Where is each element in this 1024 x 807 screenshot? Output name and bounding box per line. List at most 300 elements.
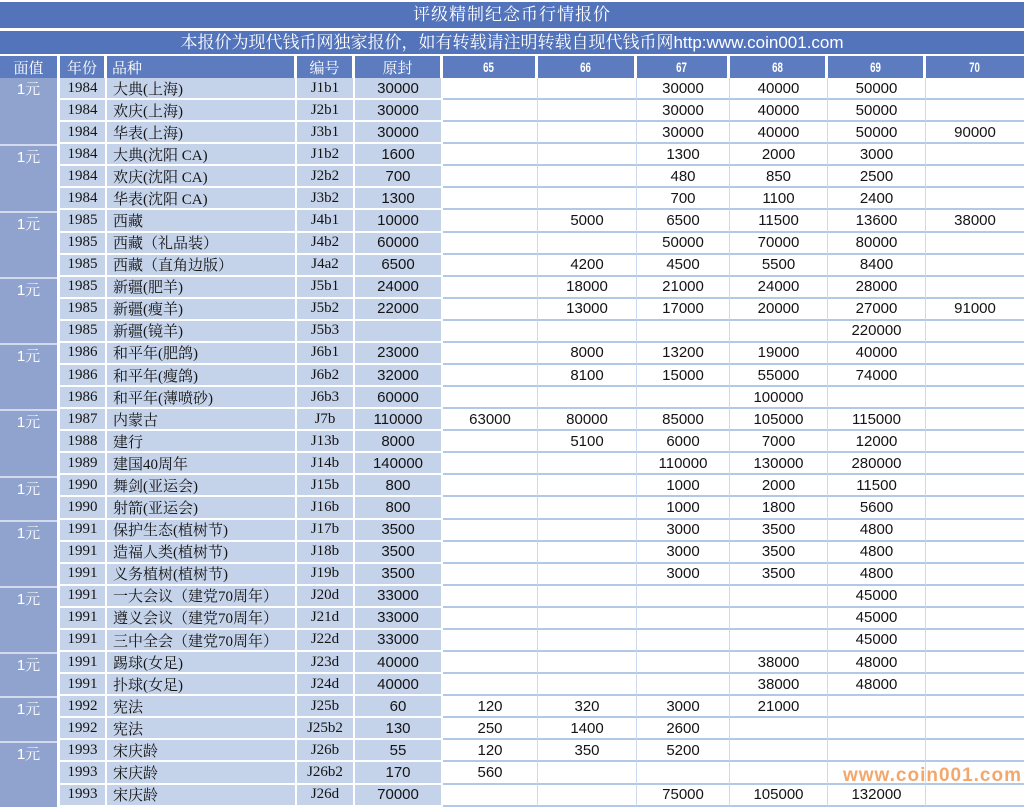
table-row [60, 277, 1024, 299]
cell-code: J16b [297, 497, 355, 519]
cell-grade-65 [443, 188, 538, 210]
cell-grade-70 [926, 652, 1024, 674]
cell-grade-65 [443, 343, 538, 365]
cell-year: 1985 [60, 321, 107, 343]
cell-name: 新疆(瘦羊) [107, 299, 297, 321]
cell-grade-70 [926, 409, 1024, 431]
cell-code: J4b1 [297, 210, 355, 232]
cell-grade-70 [926, 718, 1024, 740]
cell-year: 1984 [60, 166, 107, 188]
cell-grade-65 [443, 299, 538, 321]
cell-grade-69: 2500 [828, 166, 926, 188]
face-value-group: 1元 [0, 277, 57, 343]
cell-name: 欢庆(上海) [107, 100, 297, 122]
cell-grade-67: 110000 [637, 453, 730, 475]
cell-grade-65 [443, 387, 538, 409]
cell-grade-66 [538, 166, 637, 188]
cell-sealed: 30000 [355, 122, 443, 144]
cell-year: 1993 [60, 785, 107, 807]
cell-grade-69: 115000 [828, 409, 926, 431]
cell-sealed: 1300 [355, 188, 443, 210]
cell-code: J15b [297, 475, 355, 497]
cell-grade-67: 700 [637, 188, 730, 210]
face-value-group: 1元 [0, 144, 57, 210]
cell-grade-68: 21000 [730, 696, 828, 718]
cell-grade-66 [538, 630, 637, 652]
cell-grade-69 [828, 740, 926, 762]
cell-grade-69: 220000 [828, 321, 926, 343]
cell-grade-70 [926, 431, 1024, 453]
cell-grade-65 [443, 652, 538, 674]
cell-name: 建行 [107, 431, 297, 453]
cell-sealed: 170 [355, 762, 443, 784]
cell-sealed: 22000 [355, 299, 443, 321]
cell-grade-70 [926, 608, 1024, 630]
cell-grade-70 [926, 321, 1024, 343]
cell-grade-69: 50000 [828, 100, 926, 122]
cell-grade-67: 30000 [637, 100, 730, 122]
cell-name: 和平年(薄喷砂) [107, 387, 297, 409]
cell-grade-66 [538, 652, 637, 674]
cell-name: 西藏（礼品装） [107, 233, 297, 255]
cell-grade-65 [443, 674, 538, 696]
cell-sealed: 10000 [355, 210, 443, 232]
cell-grade-70 [926, 497, 1024, 519]
cell-year: 1990 [60, 497, 107, 519]
cell-grade-70 [926, 785, 1024, 807]
cell-grade-67: 30000 [637, 122, 730, 144]
cell-grade-68 [730, 586, 828, 608]
cell-code: J4b2 [297, 233, 355, 255]
cell-grade-66: 5100 [538, 431, 637, 453]
cell-year: 1985 [60, 233, 107, 255]
table-row [60, 166, 1024, 188]
table-row [60, 431, 1024, 453]
cell-year: 1986 [60, 387, 107, 409]
cell-year: 1985 [60, 277, 107, 299]
cell-year: 1992 [60, 718, 107, 740]
cell-sealed: 60 [355, 696, 443, 718]
cell-grade-68: 19000 [730, 343, 828, 365]
cell-grade-69: 45000 [828, 586, 926, 608]
table-row [60, 299, 1024, 321]
cell-name: 舞剑(亚运会) [107, 475, 297, 497]
cell-grade-68: 130000 [730, 453, 828, 475]
cell-grade-68: 2000 [730, 144, 828, 166]
cell-name: 西藏（直角边版） [107, 255, 297, 277]
cell-grade-66 [538, 674, 637, 696]
cell-name: 大典(上海) [107, 78, 297, 100]
cell-grade-67: 1000 [637, 475, 730, 497]
table-row [60, 785, 1024, 807]
cell-grade-69: 280000 [828, 453, 926, 475]
header-69: 69 [828, 56, 926, 78]
cell-grade-66 [538, 475, 637, 497]
table-header-row [0, 56, 1024, 78]
cell-grade-65 [443, 321, 538, 343]
cell-grade-70 [926, 387, 1024, 409]
cell-grade-69 [828, 696, 926, 718]
cell-grade-69: 12000 [828, 431, 926, 453]
cell-grade-65 [443, 520, 538, 542]
cell-sealed: 40000 [355, 652, 443, 674]
cell-grade-70: 38000 [926, 210, 1024, 232]
cell-grade-66: 18000 [538, 277, 637, 299]
cell-grade-66 [538, 586, 637, 608]
face-value-group: 1元 [0, 211, 57, 277]
cell-grade-67 [637, 608, 730, 630]
cell-code: J21d [297, 608, 355, 630]
cell-sealed: 33000 [355, 608, 443, 630]
cell-year: 1984 [60, 100, 107, 122]
cell-grade-68: 70000 [730, 233, 828, 255]
cell-grade-68: 3500 [730, 564, 828, 586]
cell-grade-69: 2400 [828, 188, 926, 210]
cell-code: J5b1 [297, 277, 355, 299]
cell-year: 1991 [60, 520, 107, 542]
cell-grade-67: 480 [637, 166, 730, 188]
cell-name: 三中全会（建党70周年） [107, 630, 297, 652]
cell-name: 宋庆龄 [107, 785, 297, 807]
table-row [60, 210, 1024, 232]
cell-grade-65: 120 [443, 740, 538, 762]
cell-code: J19b [297, 564, 355, 586]
cell-grade-70: 90000 [926, 122, 1024, 144]
table-row [60, 740, 1024, 762]
cell-grade-69: 50000 [828, 78, 926, 100]
cell-year: 1991 [60, 630, 107, 652]
cell-name: 宋庆龄 [107, 740, 297, 762]
cell-code: J6b3 [297, 387, 355, 409]
cell-grade-67 [637, 387, 730, 409]
cell-sealed: 700 [355, 166, 443, 188]
table-row [60, 608, 1024, 630]
cell-grade-65 [443, 497, 538, 519]
cell-grade-66 [538, 520, 637, 542]
cell-code: J5b3 [297, 321, 355, 343]
cell-name: 扑球(女足) [107, 674, 297, 696]
cell-grade-66: 8000 [538, 343, 637, 365]
table-row [60, 497, 1024, 519]
cell-grade-65 [443, 542, 538, 564]
cell-grade-68: 11500 [730, 210, 828, 232]
cell-name: 射箭(亚运会) [107, 497, 297, 519]
cell-grade-69: 48000 [828, 674, 926, 696]
cell-grade-67: 3000 [637, 564, 730, 586]
cell-code: J25b [297, 696, 355, 718]
cell-name: 宋庆龄 [107, 762, 297, 784]
cell-grade-68: 38000 [730, 674, 828, 696]
cell-grade-70 [926, 365, 1024, 387]
cell-grade-68: 40000 [730, 78, 828, 100]
table-row [60, 630, 1024, 652]
cell-grade-68: 20000 [730, 299, 828, 321]
cell-sealed: 110000 [355, 409, 443, 431]
cell-grade-68: 1800 [730, 497, 828, 519]
cell-grade-67: 6000 [637, 431, 730, 453]
cell-year: 1991 [60, 564, 107, 586]
cell-grade-68: 40000 [730, 100, 828, 122]
table-row [60, 100, 1024, 122]
cell-code: J25b2 [297, 718, 355, 740]
cell-grade-65 [443, 431, 538, 453]
face-value-group: 1元 [0, 741, 57, 807]
cell-grade-70: 91000 [926, 299, 1024, 321]
table-body [0, 78, 1024, 807]
cell-grade-66 [538, 785, 637, 807]
watermark: www.coin001.com [842, 765, 1022, 786]
header-code: 编号 [297, 56, 355, 78]
header-68: 68 [730, 56, 828, 78]
cell-grade-67 [637, 652, 730, 674]
cell-sealed: 60000 [355, 233, 443, 255]
cell-grade-70 [926, 100, 1024, 122]
cell-grade-69: 48000 [828, 652, 926, 674]
cell-grade-68 [730, 608, 828, 630]
cell-grade-66 [538, 321, 637, 343]
cell-grade-67: 85000 [637, 409, 730, 431]
cell-grade-70 [926, 343, 1024, 365]
cell-year: 1984 [60, 188, 107, 210]
header-sealed: 原封 [355, 56, 443, 78]
cell-grade-66 [538, 188, 637, 210]
cell-grade-65 [443, 144, 538, 166]
table-row [60, 188, 1024, 210]
cell-sealed: 33000 [355, 630, 443, 652]
cell-year: 1989 [60, 453, 107, 475]
cell-grade-66 [538, 762, 637, 784]
cell-grade-70 [926, 453, 1024, 475]
cell-grade-68 [730, 740, 828, 762]
cell-grade-68: 100000 [730, 387, 828, 409]
cell-sealed: 33000 [355, 586, 443, 608]
table-row [60, 78, 1024, 100]
cell-sealed: 140000 [355, 453, 443, 475]
table-row [60, 718, 1024, 740]
cell-grade-67 [637, 762, 730, 784]
cell-name: 内蒙古 [107, 409, 297, 431]
cell-grade-67: 4500 [637, 255, 730, 277]
cell-name: 新疆(镜羊) [107, 321, 297, 343]
cell-grade-68: 5500 [730, 255, 828, 277]
table-row [60, 542, 1024, 564]
cell-grade-65 [443, 608, 538, 630]
face-value-group: 1元 [0, 652, 57, 696]
cell-grade-69: 4800 [828, 564, 926, 586]
table-row [60, 674, 1024, 696]
cell-grade-70 [926, 166, 1024, 188]
cell-grade-69: 28000 [828, 277, 926, 299]
cell-grade-70 [926, 586, 1024, 608]
cell-grade-67: 1000 [637, 497, 730, 519]
cell-grade-65: 63000 [443, 409, 538, 431]
page-title: 评级精制纪念币行情报价 [0, 2, 1024, 28]
cell-grade-65 [443, 166, 538, 188]
cell-grade-68: 3500 [730, 520, 828, 542]
cell-code: J22d [297, 630, 355, 652]
cell-code: J4a2 [297, 255, 355, 277]
table-row [60, 233, 1024, 255]
cell-code: J23d [297, 652, 355, 674]
cell-grade-65 [443, 630, 538, 652]
cell-grade-66 [538, 122, 637, 144]
cell-grade-69: 13600 [828, 210, 926, 232]
cell-sealed: 40000 [355, 674, 443, 696]
cell-grade-67: 2600 [637, 718, 730, 740]
cell-year: 1984 [60, 122, 107, 144]
cell-name: 保护生态(植树节) [107, 520, 297, 542]
cell-year: 1987 [60, 409, 107, 431]
cell-sealed: 3500 [355, 564, 443, 586]
cell-grade-67 [637, 586, 730, 608]
cell-grade-66: 350 [538, 740, 637, 762]
cell-grade-70 [926, 188, 1024, 210]
cell-name: 欢庆(沈阳 CA) [107, 166, 297, 188]
cell-grade-68 [730, 630, 828, 652]
table-rows [60, 78, 1024, 807]
cell-grade-66 [538, 78, 637, 100]
cell-code: J26b [297, 740, 355, 762]
cell-code: J14b [297, 453, 355, 475]
cell-grade-67 [637, 674, 730, 696]
cell-grade-66 [538, 542, 637, 564]
cell-grade-69: 74000 [828, 365, 926, 387]
cell-name: 造福人类(植树节) [107, 542, 297, 564]
cell-grade-66 [538, 608, 637, 630]
cell-grade-70 [926, 674, 1024, 696]
cell-code: J3b1 [297, 122, 355, 144]
cell-grade-70 [926, 233, 1024, 255]
cell-code: J20d [297, 586, 355, 608]
cell-grade-70 [926, 696, 1024, 718]
cell-grade-68: 24000 [730, 277, 828, 299]
cell-year: 1985 [60, 210, 107, 232]
cell-grade-66: 5000 [538, 210, 637, 232]
cell-grade-69: 5600 [828, 497, 926, 519]
cell-grade-67: 50000 [637, 233, 730, 255]
cell-grade-67: 1300 [637, 144, 730, 166]
face-value-group: 1元 [16, 81, 41, 98]
cell-code: J1b1 [297, 78, 355, 100]
table-row [60, 409, 1024, 431]
cell-code: J26d [297, 785, 355, 807]
cell-grade-65: 250 [443, 718, 538, 740]
cell-grade-65 [443, 122, 538, 144]
face-value-group: 1元 [0, 343, 57, 409]
cell-code: J26b2 [297, 762, 355, 784]
face-value-group: 1元 [0, 696, 57, 740]
cell-grade-67: 3000 [637, 696, 730, 718]
cell-grade-66: 8100 [538, 365, 637, 387]
table-row [60, 321, 1024, 343]
cell-sealed: 800 [355, 475, 443, 497]
cell-sealed: 1600 [355, 144, 443, 166]
cell-grade-69: 45000 [828, 630, 926, 652]
cell-grade-65 [443, 255, 538, 277]
table-row [60, 520, 1024, 542]
cell-sealed: 60000 [355, 387, 443, 409]
cell-grade-70 [926, 762, 1024, 784]
cell-sealed: 6500 [355, 255, 443, 277]
header-66: 66 [538, 56, 637, 78]
header-65: 65 [443, 56, 538, 78]
cell-grade-68: 40000 [730, 122, 828, 144]
cell-year: 1985 [60, 255, 107, 277]
cell-grade-70 [926, 520, 1024, 542]
cell-code: J7b [297, 409, 355, 431]
cell-grade-66 [538, 233, 637, 255]
cell-grade-70 [926, 277, 1024, 299]
cell-code: J24d [297, 674, 355, 696]
cell-grade-65 [443, 78, 538, 100]
cell-sealed: 55 [355, 740, 443, 762]
cell-grade-65 [443, 785, 538, 807]
cell-grade-66: 4200 [538, 255, 637, 277]
cell-year: 1986 [60, 343, 107, 365]
cell-year: 1993 [60, 740, 107, 762]
cell-grade-66 [538, 100, 637, 122]
cell-grade-66: 13000 [538, 299, 637, 321]
cell-code: J2b2 [297, 166, 355, 188]
cell-code: J17b [297, 520, 355, 542]
cell-grade-69: 3000 [828, 144, 926, 166]
cell-grade-70 [926, 475, 1024, 497]
cell-name: 新疆(肥羊) [107, 277, 297, 299]
cell-grade-67: 3000 [637, 520, 730, 542]
cell-grade-68: 7000 [730, 431, 828, 453]
cell-grade-69: 4800 [828, 520, 926, 542]
cell-sealed: 30000 [355, 100, 443, 122]
cell-name: 一大会议（建党70周年） [107, 586, 297, 608]
cell-grade-66: 320 [538, 696, 637, 718]
cell-name: 大典(沈阳 CA) [107, 144, 297, 166]
cell-grade-69 [828, 718, 926, 740]
cell-grade-68: 55000 [730, 365, 828, 387]
face-value-group: 1元 [0, 586, 57, 652]
cell-year: 1991 [60, 674, 107, 696]
cell-grade-69: 27000 [828, 299, 926, 321]
cell-grade-69: 40000 [828, 343, 926, 365]
cell-grade-67: 3000 [637, 542, 730, 564]
cell-sealed: 24000 [355, 277, 443, 299]
cell-grade-65: 560 [443, 762, 538, 784]
cell-name: 宪法 [107, 696, 297, 718]
table-row [60, 144, 1024, 166]
cell-code: J6b1 [297, 343, 355, 365]
cell-grade-70 [926, 144, 1024, 166]
cell-sealed: 3500 [355, 520, 443, 542]
cell-grade-70 [926, 564, 1024, 586]
table-row [60, 387, 1024, 409]
cell-grade-67: 21000 [637, 277, 730, 299]
cell-grade-69: 45000 [828, 608, 926, 630]
cell-year: 1985 [60, 299, 107, 321]
cell-year: 1984 [60, 144, 107, 166]
cell-name: 宪法 [107, 718, 297, 740]
cell-name: 遵义会议（建党70周年） [107, 608, 297, 630]
cell-grade-68: 105000 [730, 409, 828, 431]
cell-sealed: 3500 [355, 542, 443, 564]
cell-grade-65 [443, 365, 538, 387]
cell-year: 1984 [60, 78, 107, 100]
cell-grade-67: 5200 [637, 740, 730, 762]
cell-code: J1b2 [297, 144, 355, 166]
cell-code: J13b [297, 431, 355, 453]
table-row [60, 696, 1024, 718]
cell-sealed: 800 [355, 497, 443, 519]
cell-year: 1986 [60, 365, 107, 387]
cell-grade-67: 75000 [637, 785, 730, 807]
